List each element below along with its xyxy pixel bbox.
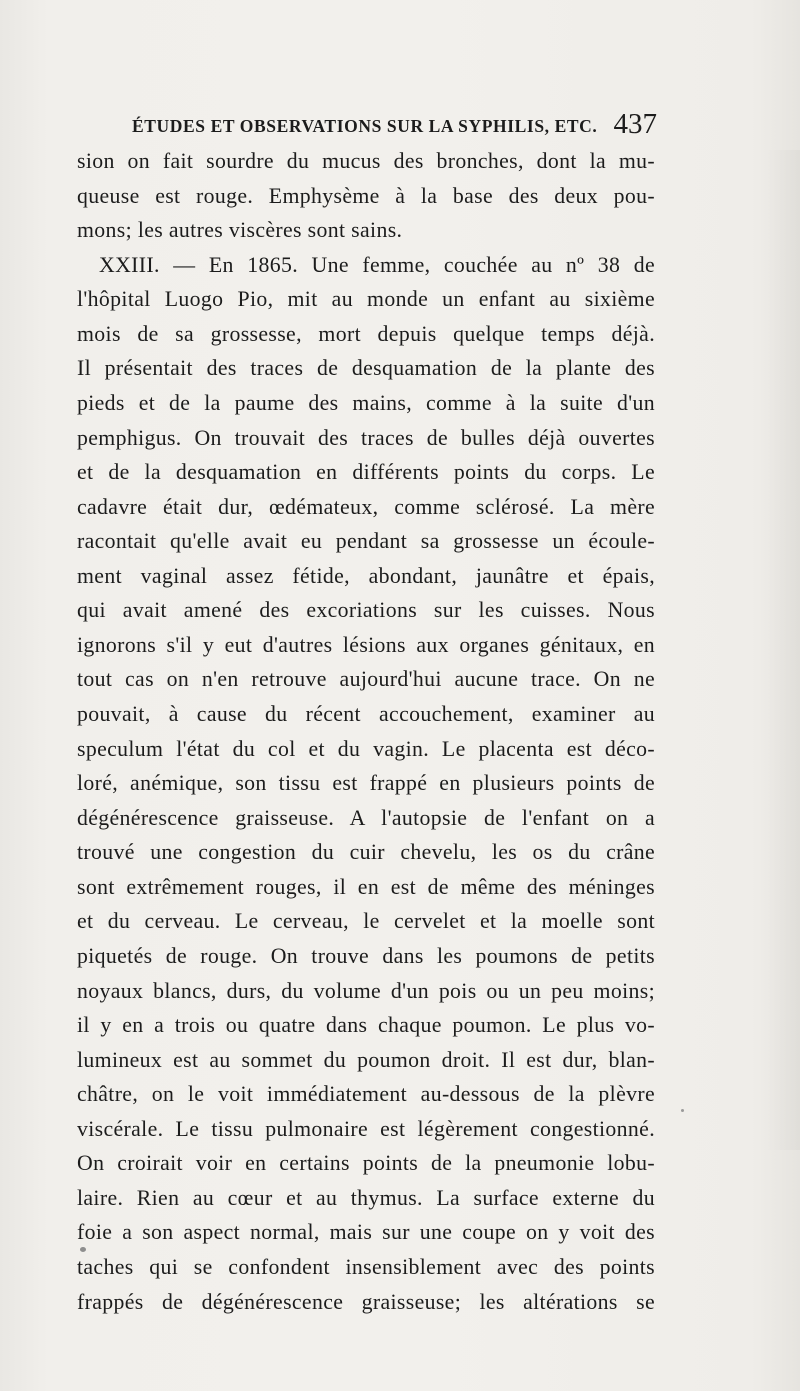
paper-speck: [80, 1247, 86, 1252]
text-line: XXIII. — En 1865. Une femme, couchée au nº 38 de: [99, 252, 655, 277]
text-line: l'hôpital Luogo Pio, mit au monde un enfant au sixième: [77, 287, 655, 312]
show-through-shading: [766, 150, 800, 1150]
text-line: pemphigus. On trouvait des traces de bulles déjà ouvertes: [77, 425, 655, 450]
text-line: queuse est rouge. Emphysème à la base des deux pou-: [77, 183, 655, 208]
text-line: trouvé une congestion du cuir chevelu, les os du crâne: [77, 840, 655, 865]
text-line: noyaux blancs, durs, du volume d'un pois ou un peu moins;: [77, 978, 655, 1003]
text-line: dégénérescence graisseuse. A l'autopsie de l'enfant on a: [77, 805, 655, 830]
text-line: cadavre était dur, œdémateux, comme sclérosé. La mère: [77, 494, 655, 519]
text-line: Il présentait des traces de desquamation de la plante des: [77, 356, 655, 381]
text-line: frappés de dégénérescence graisseuse; les altérations se: [77, 1289, 655, 1314]
text-line: pouvait, à cause du récent accouchement, examiner au: [77, 702, 655, 726]
text-line: et du cerveau. Le cerveau, le cervelet et la moelle sont: [77, 909, 655, 934]
running-title: ÉTUDES ET OBSERVATIONS SUR LA SYPHILIS, ETC.: [132, 116, 598, 136]
paper-speck: [681, 1109, 684, 1112]
text-line: loré, anémique, son tissu est frappé en plusieurs points de: [77, 771, 655, 796]
text-line: laire. Rien au cœur et au thymus. La surface externe du: [77, 1185, 655, 1210]
text-line: sont extrêmement rouges, il en est de même des méninges: [77, 874, 655, 899]
text-line: châtre, on le voit immédiatement au-dessous de la plèvre: [77, 1082, 655, 1107]
text-line: mois de sa grossesse, mort depuis quelque temps déjà.: [77, 321, 655, 346]
page-number: 437: [613, 108, 657, 140]
text-line: speculum l'état du col et du vagin. Le placenta est déco-: [77, 736, 655, 761]
text-line: taches qui se confondent insensiblement avec des points: [77, 1255, 655, 1279]
body-text: [77, 144, 655, 1319]
text-line: foie a son aspect normal, mais sur une coupe on y voit des: [77, 1220, 655, 1245]
text-line: racontait qu'elle avait eu pendant sa grossesse un écoule-: [77, 529, 655, 554]
text-line: il y en a trois ou quatre dans chaque poumon. Le plus vo-: [77, 1013, 655, 1038]
text-line: On croirait voir en certains points de la pneumonie lobu-: [77, 1151, 655, 1176]
text-line: pieds et de la paume des mains, comme à la suite d'un: [77, 390, 655, 415]
text-line: sion on fait sourdre du mucus des bronches, dont la mu-: [77, 149, 655, 173]
text-line: ment vaginal assez fétide, abondant, jaunâtre et épais,: [77, 563, 655, 588]
text-line: viscérale. Le tissu pulmonaire est légèrement congestionné.: [77, 1116, 655, 1141]
text-line: qui avait amené des excoriations sur les cuisses. Nous: [77, 598, 655, 623]
text-line: piquetés de rouge. On trouve dans les poumons de petits: [77, 943, 655, 968]
running-head: [132, 108, 657, 144]
text-line: mons; les autres viscères sont sains.: [77, 218, 403, 243]
text-line: tout cas on n'en retrouve aujourd'hui aucune trace. On ne: [77, 667, 655, 692]
text-line: ignorons s'il y eut d'autres lésions aux organes génitaux, en: [77, 632, 655, 657]
text-line: lumineux est au sommet du poumon droit. Il est dur, blan-: [77, 1047, 655, 1072]
text-line: et de la desquamation en différents points du corps. Le: [77, 460, 655, 485]
